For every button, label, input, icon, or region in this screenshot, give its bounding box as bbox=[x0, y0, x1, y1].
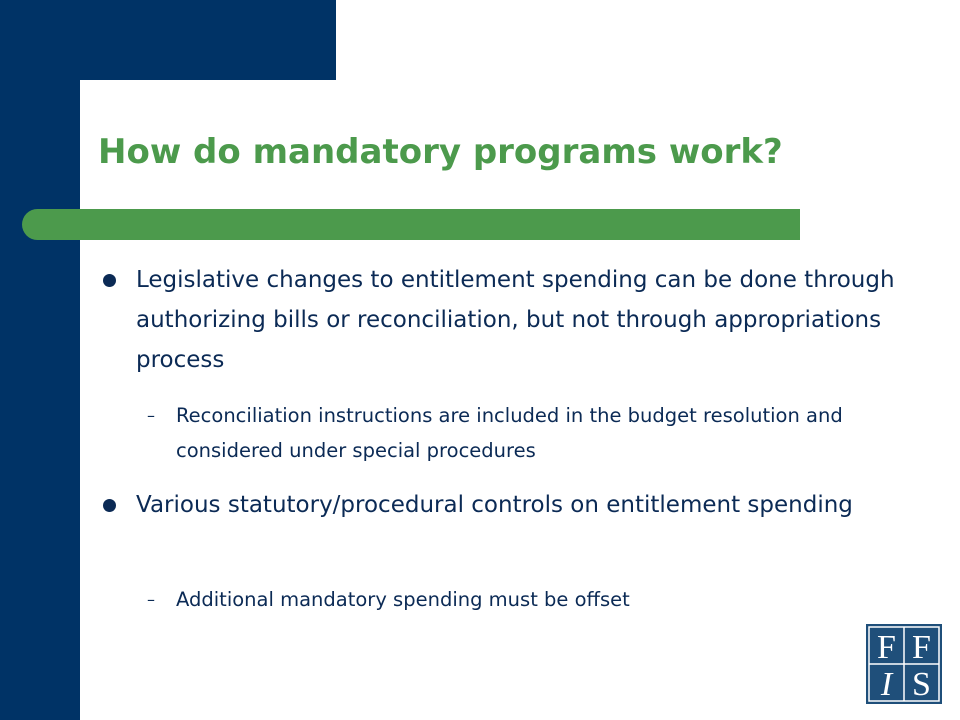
logo-letter: S bbox=[912, 666, 931, 703]
bullet-text: Various statutory/procedural controls on entitlement spending bbox=[136, 492, 853, 518]
bullet-text: Legislative changes to entitlement spending can be done through authorizing bills or reconciliation, but not through appropriations process bbox=[136, 267, 895, 373]
ffis-logo bbox=[866, 624, 942, 704]
navy-sidebar bbox=[0, 0, 80, 720]
bullet-item bbox=[136, 485, 906, 525]
logo-letter: I bbox=[880, 666, 893, 703]
sub-bullet-item bbox=[147, 398, 906, 468]
dash-marker: – bbox=[147, 406, 155, 425]
navy-top-block bbox=[0, 0, 336, 80]
sub-bullet-text: Reconciliation instructions are included in the budget resolution and considered under special procedures bbox=[176, 404, 843, 462]
title-underline-bar bbox=[22, 209, 800, 240]
dash-marker: – bbox=[147, 590, 155, 609]
sub-bullet-item bbox=[147, 582, 906, 617]
bullet-item bbox=[136, 260, 906, 380]
ffis-logo-icon bbox=[866, 624, 942, 704]
slide-title: How do mandatory programs work? bbox=[98, 132, 783, 172]
logo-letter: F bbox=[877, 629, 896, 666]
sub-bullet-text: Additional mandatory spending must be offset bbox=[176, 588, 630, 611]
logo-letter: F bbox=[912, 629, 931, 666]
bullet-dot-icon bbox=[103, 274, 116, 287]
bullet-dot-icon bbox=[103, 499, 116, 512]
